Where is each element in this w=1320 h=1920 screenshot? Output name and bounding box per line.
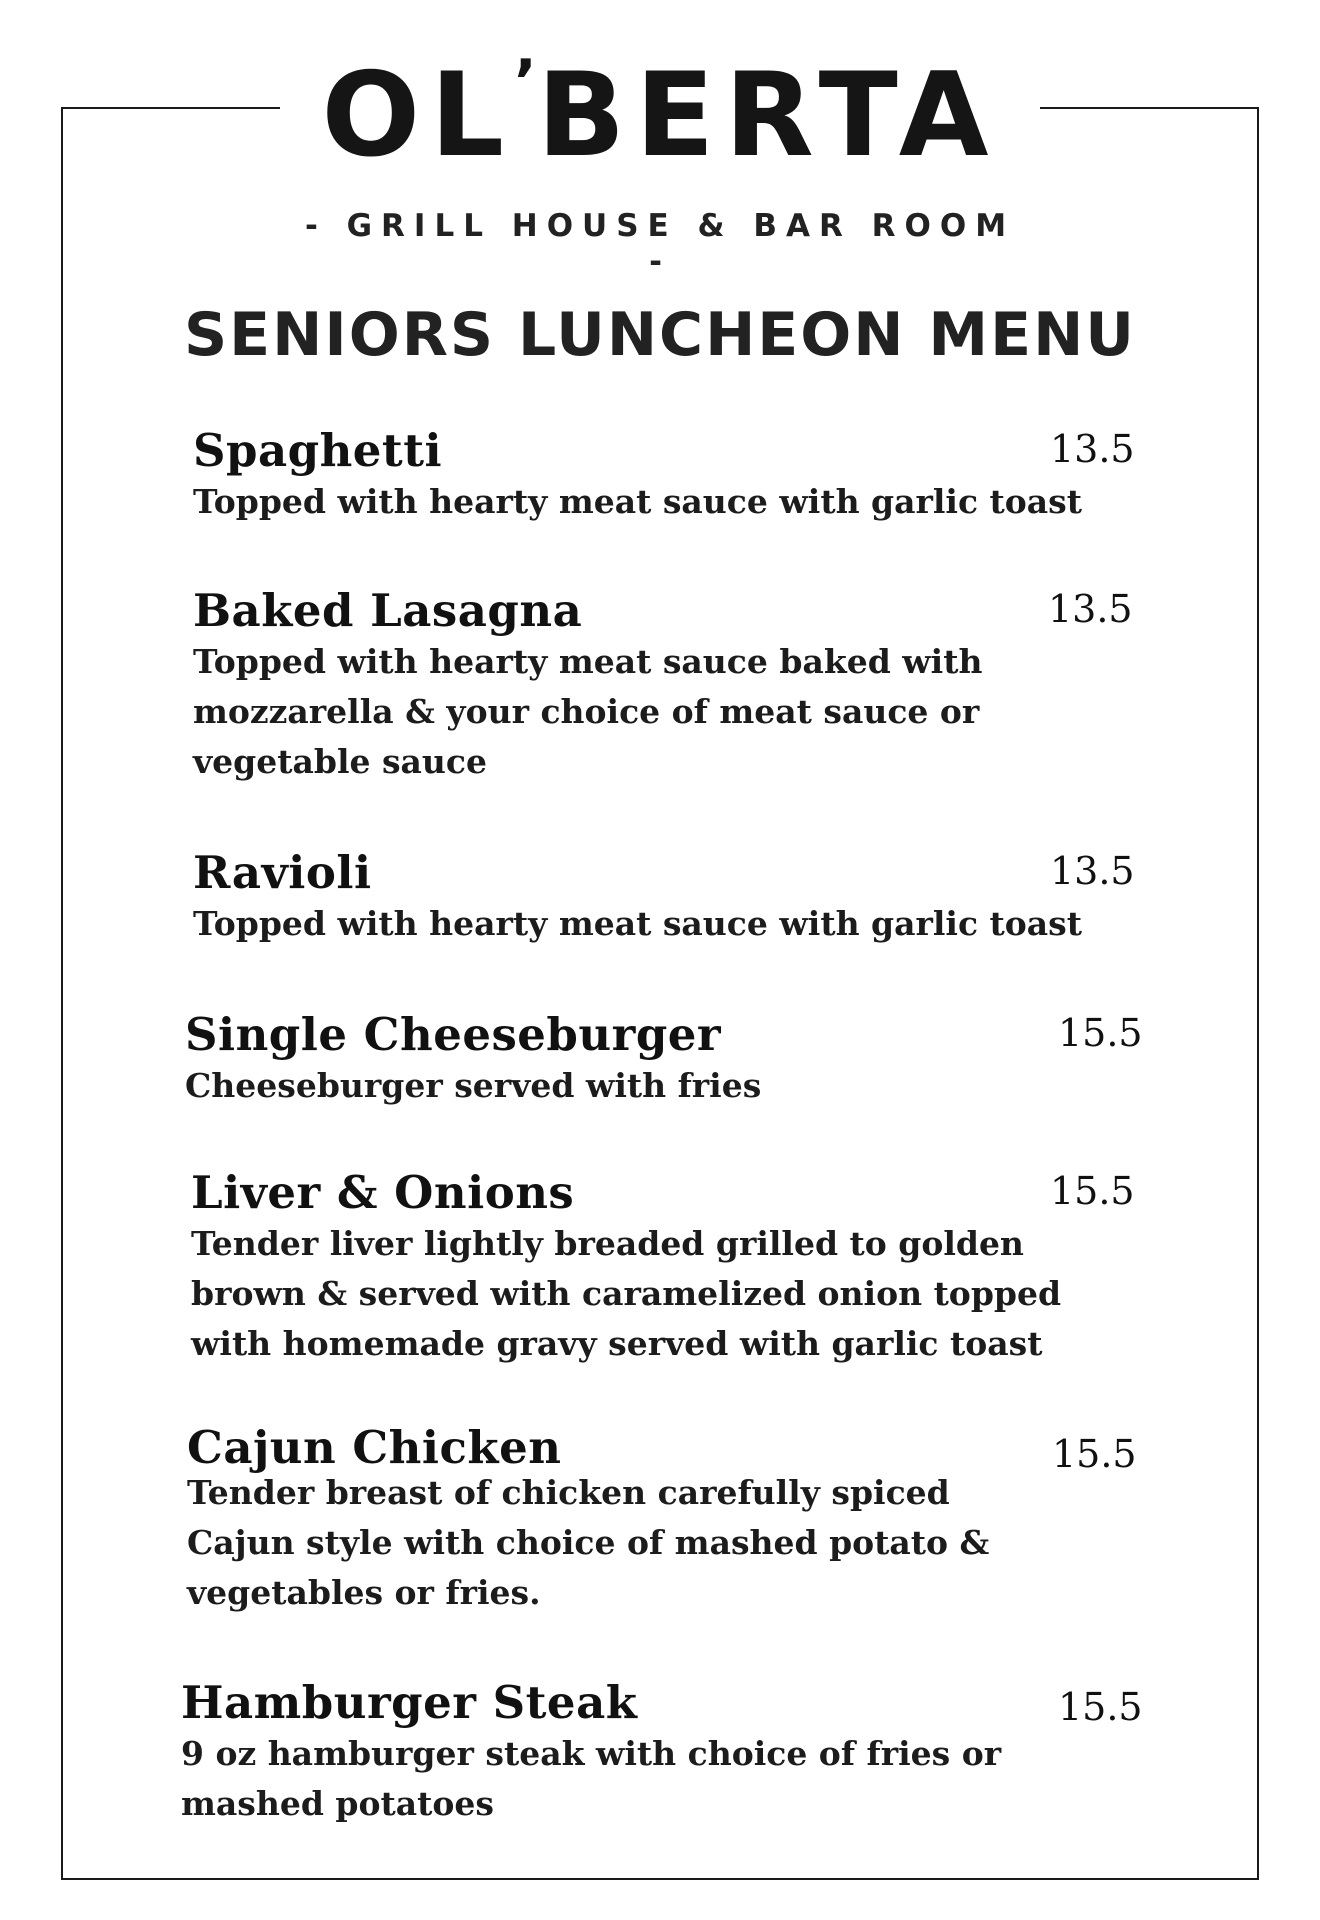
menu-item-baked-lasagna (193, 584, 1153, 787)
menu-item-name: Baked Lasagna (193, 584, 583, 637)
menu-item-description: Topped with hearty meat sauce with garlic toast (193, 482, 1083, 521)
menu-item-description: Topped with hearty meat sauce with garlic toast (193, 904, 1083, 943)
frame-border-right (1257, 107, 1259, 1880)
menu-item-price: 15.5 (1058, 1011, 1143, 1055)
menu-item-price: 13.5 (1050, 427, 1135, 471)
menu-item-name: Single Cheeseburger (185, 1008, 722, 1061)
menu-item-spaghetti (193, 424, 1153, 527)
menu-item-price: 13.5 (1048, 587, 1133, 631)
menu-item-ravioli (193, 846, 1153, 949)
menu-item-single-cheeseburger (185, 1008, 1145, 1111)
menu-item-liver-onions (191, 1166, 1151, 1369)
frame-border-top-right (1040, 107, 1259, 109)
restaurant-subtitle: - GRILL HOUSE & BAR ROOM - (304, 208, 1016, 280)
menu-item-cajun-chicken (187, 1421, 1147, 1618)
menu-item-price: 15.5 (1052, 1432, 1137, 1476)
frame-border-left (61, 107, 63, 1880)
menu-item-name: Cajun Chicken (187, 1421, 562, 1474)
menu-item-description: Cheeseburger served with fries (185, 1066, 762, 1105)
menu-item-name: Spaghetti (193, 424, 443, 477)
menu-title: SENIORS LUNCHEON MENU (183, 300, 1137, 370)
menu-item-price: 15.5 (1058, 1685, 1143, 1729)
menu-item-name: Hamburger Steak (181, 1676, 638, 1729)
frame-border-bottom (61, 1878, 1259, 1880)
menu-item-price: 13.5 (1050, 849, 1135, 893)
frame-border-top-left (61, 107, 280, 109)
menu-item-description: Tender breast of chicken carefully spiced Cajun style with choice of mashed potato & vegetables or fries. (187, 1473, 990, 1612)
restaurant-name-left: OL (321, 48, 515, 183)
restaurant-name-apostrophe: ’ (514, 47, 537, 117)
restaurant-name-right: BERTA (536, 48, 999, 183)
menu-item-description: Tender liver lightly breaded grilled to golden brown & served with caramelized onion topped with homemade gravy served with garlic toast (191, 1224, 1062, 1363)
restaurant-name (290, 47, 1030, 183)
menu-item-description: Topped with hearty meat sauce baked with mozzarella & your choice of meat sauce or vegetable sauce (193, 642, 983, 781)
menu-item-name: Ravioli (193, 846, 372, 899)
restaurant-logo (290, 40, 1030, 280)
menu-item-name: Liver & Onions (191, 1166, 575, 1219)
menu-item-hamburger-steak (181, 1676, 1143, 1829)
menu-item-price: 15.5 (1050, 1169, 1135, 1213)
menu-item-description: 9 oz hamburger steak with choice of fries or mashed potatoes (181, 1734, 1002, 1823)
